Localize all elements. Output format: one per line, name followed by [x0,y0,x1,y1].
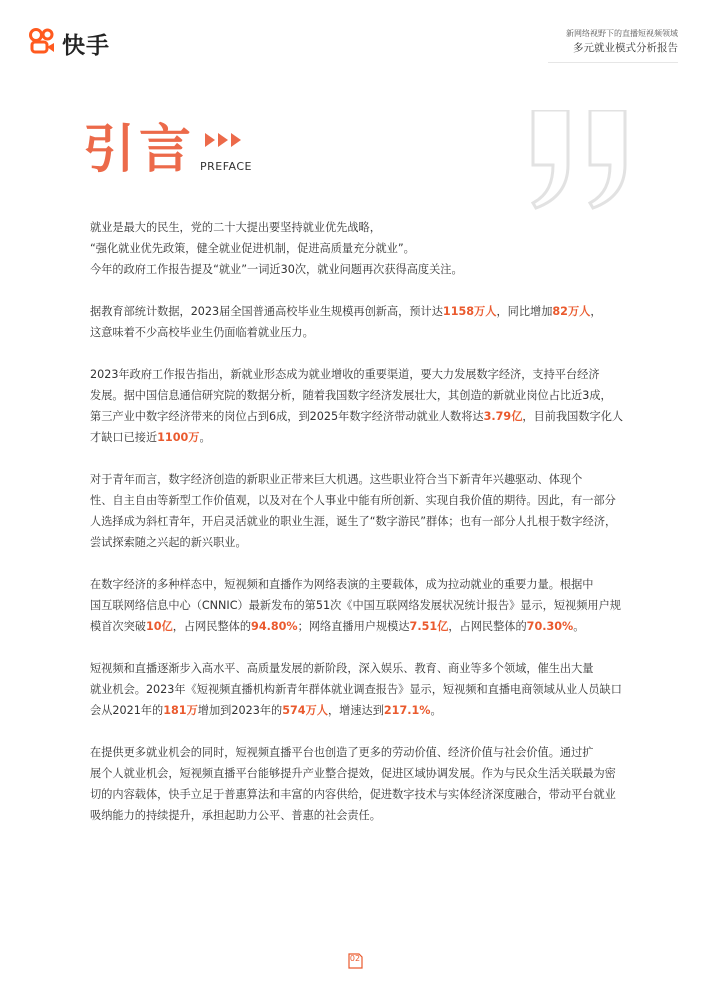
text-run: 展个人就业机会，短视频直播平台能够提升产业整合提效，促进区域协调发展。作为与民众生活关联最为密 [90,767,616,780]
text-run: “强化就业优先政策，健全就业促进机制，促进高质量充分就业”。 [90,242,415,255]
text-line [90,385,630,406]
text-line [90,469,630,490]
report-header [566,28,678,56]
highlight-figure: 94.80% [251,620,298,633]
text-run: 今年的政府工作报告提及“就业”一词近30次，就业问题再次获得高度关注。 [90,263,463,276]
highlight-figure: 3.79亿 [483,410,523,423]
text-line [90,301,630,322]
text-run: ， [590,305,602,318]
highlight-figure: 82万人 [552,305,591,318]
text-run: 短视频和直播逐渐步入高水平、高质量发展的新阶段，深入娱乐、教育、商业等多个领域，催生出大量 [90,662,594,675]
text-run: 切的内容载体，快手立足于普惠算法和丰富的内容供给，促进数字技术与实体经济深度融合，带动平台就业 [90,788,616,801]
highlight-figure: 1158万人 [442,305,497,318]
text-run: 人选择成为斜杠青年，开启灵活就业的职业生涯，诞生了“数字游民”群体；也有一部分人扎根于数字经济， [90,515,617,528]
highlight-figure: 217.1% [383,704,431,717]
close-quote-icon [528,110,648,214]
text-line [90,364,630,385]
text-run: 发展。据中国信息通信研究院的数据分析，随着我国数字经济发展壮大，其创造的新就业岗位占比近3成， [90,389,612,402]
text-line [90,406,630,427]
text-run: 增加到2023年的 [197,704,283,717]
text-run: 会从2021年的 [90,704,164,717]
logo-text: 快手 [62,32,110,59]
highlight-figure: 10亿 [145,620,173,633]
kuaishou-logo-icon [27,26,57,60]
text-run: ，同比增加 [496,305,553,318]
text-run: ，占网民整体的 [172,620,252,633]
text-run: 就业机会。2023年《短视频直播机构新青年群体就业调查报告》显示，短视频和直播电商领域从业人员缺口 [90,683,622,696]
report-subtitle: 新网络视野下的直播短视频领域 [566,29,678,38]
text-run: 。 [573,620,585,633]
text-run: 2023年政府工作报告指出，新就业形态成为就业增收的重要渠道，要大力发展数字经济，支持平台经济 [90,368,600,381]
text-run: 这意味着不少高校毕业生仍面临着就业压力。 [90,326,314,339]
text-line [90,511,630,532]
header-divider [548,62,678,63]
text-line [90,238,630,259]
text-line [90,679,630,700]
text-run: 模首次突破 [90,620,146,633]
paragraph [90,469,630,553]
text-run: 第三产业中数字经济带来的岗位占到6成，到2025年数字经济带动就业人数将达 [90,410,484,423]
text-line [90,259,630,280]
text-line [90,217,630,238]
paragraph [90,301,630,343]
text-line [90,532,630,553]
text-line [90,805,630,826]
text-run: 。 [199,431,211,444]
highlight-figure: 7.51亿 [409,620,449,633]
text-run: ；网络直播用户规模达 [297,620,410,633]
text-run: 才缺口已接近 [90,431,158,444]
kuaishou-logo [27,28,110,58]
text-run: 尝试探索随之兴起的新兴职业。 [90,536,247,549]
paragraph [90,742,630,826]
text-line [90,658,630,679]
text-line [90,574,630,595]
text-line [90,742,630,763]
text-run: 。 [430,704,442,717]
text-line [90,700,630,721]
highlight-figure: 1100万 [157,431,200,444]
report-title: 多元就业模式分析报告 [573,42,678,54]
section-title: 引言 [83,120,196,180]
highlight-figure: 70.30% [526,620,574,633]
text-line [90,427,630,448]
paragraph [90,364,630,448]
text-run: 吸纳能力的持续提升，承担起助力公平、普惠的社会责任。 [90,809,381,822]
text-line [90,616,630,637]
paragraph [90,217,630,280]
highlight-figure: 574万人 [282,704,328,717]
text-run: 在提供更多就业机会的同时，短视频直播平台也创造了更多的劳动价值、经济价值与社会价值。通过扩 [90,746,594,759]
text-line [90,784,630,805]
text-line [90,595,630,616]
text-run: ，增速达到 [327,704,384,717]
text-run: 对于青年而言，数字经济创造的新职业正带来巨大机遇。这些职业符合当下新青年兴趣驱动、体现个 [90,473,583,486]
text-run: ，占网民整体的 [448,620,527,633]
text-run: 就业是最大的民生，党的二十大提出要坚持就业优先战略， [90,221,381,234]
text-line [90,763,630,784]
section-subtitle: PREFACE [200,160,253,173]
text-run: 据教育部统计数据，2023届全国普通高校毕业生规模再创新高，预计达 [90,305,443,318]
text-run: ，目前我国数字化人 [522,410,624,423]
paragraph [90,658,630,721]
text-run: 性、自主自由等新型工作价值观，以及对在个人事业中能有所创新、实现自我价值的期待。因此，有一部分 [90,494,616,507]
paragraph [90,574,630,637]
page-number: 02 [349,954,361,963]
highlight-figure: 181万 [163,704,198,717]
triple-chevron-icon [203,132,245,152]
text-run: 国互联网络信息中心（CNNIC）最新发布的第51次《中国互联网络发展状况统计报告》显示，短视频用户规 [90,599,621,612]
text-line [90,490,630,511]
text-run: 在数字经济的多种样态中，短视频和直播作为网络表演的主要载体，成为拉动就业的重要力量。根据中 [90,578,594,591]
body-text [90,217,630,847]
text-line [90,322,630,343]
